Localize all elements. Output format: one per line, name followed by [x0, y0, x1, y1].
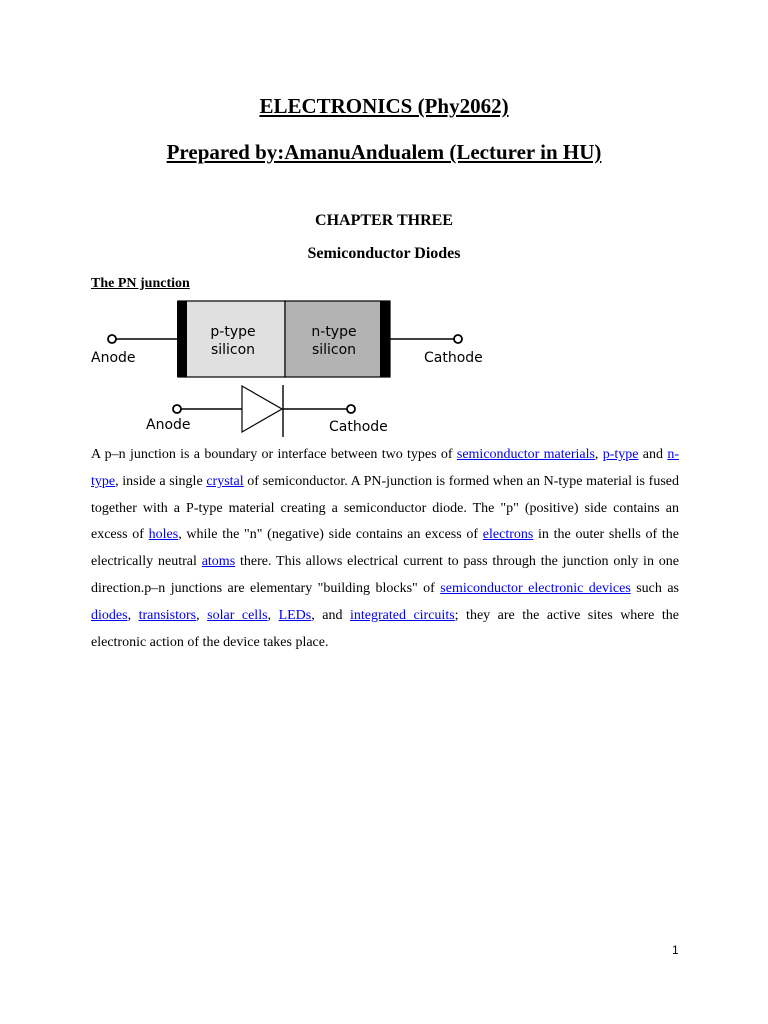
text-segment: there. This allows electrical current to pass through the junction only in one direction.p–n junctions are elementary "building blocks" of — [91, 554, 679, 596]
text-segment: A p–n junction is a boundary or interface between two types of — [91, 447, 457, 462]
symbol-cathode-label: Cathode — [329, 419, 388, 435]
page-number: 1 — [672, 943, 679, 957]
n-type-label-2: silicon — [311, 342, 357, 358]
text-segment: in the outer shells of the electrically neutral — [91, 527, 679, 570]
p-type-label-1: p-type — [210, 324, 256, 340]
anode-terminal — [108, 335, 116, 343]
p-type-label-2: silicon — [210, 342, 256, 358]
text-segment: , inside a single — [115, 473, 207, 489]
text-segment: such as — [630, 580, 679, 596]
link-atoms[interactable]: atoms — [201, 554, 236, 570]
author-line: Prepared by:AmanuAndualem (Lecturer in HU) — [166, 140, 602, 164]
text-segment: , and — [311, 607, 350, 623]
link-electrons[interactable]: electrons — [482, 527, 534, 543]
link-n-type[interactable]: n-type — [91, 447, 680, 489]
symbol-anode-label: Anode — [146, 417, 191, 433]
cathode-terminal — [454, 335, 462, 343]
right-contact-band — [380, 301, 390, 377]
text-segment: , — [196, 607, 208, 623]
link-semiconductor-electronic-devices[interactable]: semiconductor electronic devices — [440, 580, 631, 596]
cathode-label: Cathode — [424, 350, 483, 366]
n-type-label-1: n-type — [311, 324, 357, 340]
body-paragraph — [91, 442, 679, 656]
text-segment: , while the "n" (negative) side contains an excess of — [178, 527, 483, 543]
text-segment: of semiconductor. A PN-junction is formed when an N-type material is fused together with a P-type material creating a semiconductor diode. The "p" (positive) side contains an excess of — [91, 473, 679, 543]
chapter-number: CHAPTER THREE — [315, 212, 453, 229]
link-leds[interactable]: LEDs — [278, 607, 312, 623]
chapter-title: Semiconductor Diodes — [307, 245, 461, 262]
link-integrated-circuits[interactable]: integrated circuits — [349, 607, 455, 623]
link-crystal[interactable]: crystal — [206, 473, 244, 489]
link-diodes[interactable]: diodes — [91, 607, 128, 623]
link-solar-cells[interactable]: solar cells — [207, 607, 268, 623]
text-segment: ; they are the active sites where the electronic action of the device takes place. — [91, 607, 680, 650]
link-semiconductor-materials[interactable]: semiconductor materials — [456, 447, 595, 462]
section-heading: The PN junction — [91, 276, 190, 291]
link-holes[interactable]: holes — [148, 527, 179, 543]
left-contact-band — [177, 301, 187, 377]
diode-triangle — [242, 386, 282, 432]
text-segment: and — [638, 447, 668, 462]
course-title: ELECTRONICS (Phy2062) — [259, 94, 509, 118]
symbol-cathode-terminal — [347, 405, 355, 413]
text-segment: , — [594, 447, 603, 462]
anode-label: Anode — [91, 350, 136, 366]
text-segment: , — [127, 607, 139, 623]
text-segment: , — [267, 607, 279, 623]
pn-junction-diagram — [88, 296, 508, 438]
link-p-type[interactable]: p-type — [602, 447, 639, 462]
link-transistors[interactable]: transistors — [138, 607, 197, 623]
symbol-anode-terminal — [173, 405, 181, 413]
